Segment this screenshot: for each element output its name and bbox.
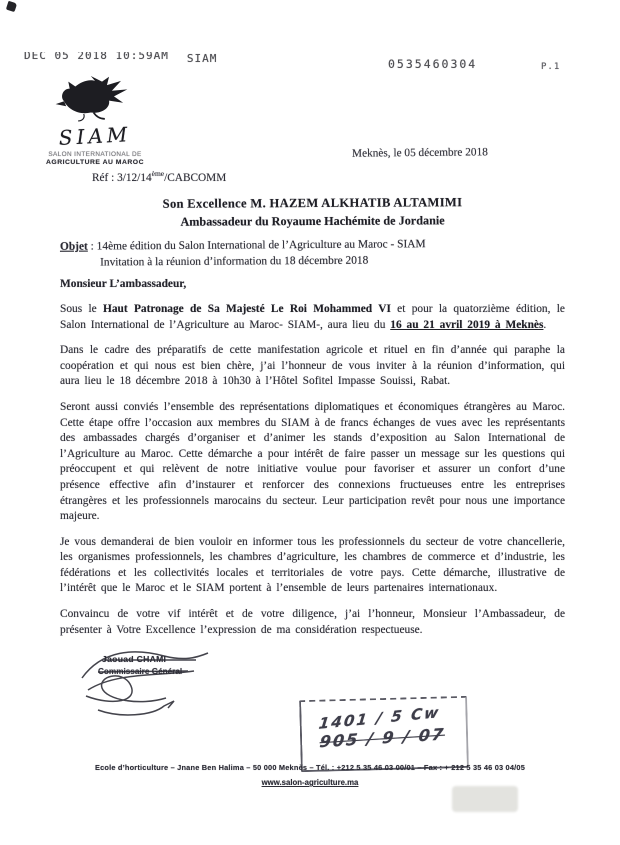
- stamp-line-1: 1401 / 5 Cw: [317, 703, 442, 733]
- subject-line-1: Objet : 14ème édition du Salon International de l’Agriculture au Maroc - SIAM: [59, 238, 426, 253]
- logo-tagline-2: AGRICULTURE AU MAROC: [46, 159, 144, 166]
- reference-line: Réf : 3/12/14ème/CABCOMM: [92, 169, 227, 184]
- body-paragraph-2: Dans le cadre des préparatifs de cette manifestation agricole et rituel en fin d’année qui paraphe la coopération et qui nous est bien chère, j’ai l’honneur de vous inviter à la réunion d’information, qui aura lieu le 18 décembre 2018 à 10h30 à l’Hôtel Sofitel Impasse Souissi, Rabat.: [60, 344, 565, 388]
- salutation: Monsieur L’ambassadeur,: [60, 278, 187, 291]
- letter-body: [60, 196, 565, 732]
- dateline: Meknès, le 05 décembre 2018: [351, 146, 488, 160]
- fax-page-indicator: P.1: [541, 62, 561, 72]
- fax-header: [24, 52, 217, 65]
- received-stamp: [299, 696, 469, 772]
- fax-timestamp: DEC 05 2018 10:59AM: [24, 52, 169, 62]
- bird-icon: [52, 76, 138, 128]
- signer-name: Jaouad CHAMI: [102, 654, 167, 665]
- fax-number: 0535460304: [388, 57, 478, 71]
- siam-logo: [30, 76, 160, 166]
- scan-artifact: [6, 1, 17, 12]
- signer-title: Commissaire Général: [98, 667, 183, 677]
- footer-address: Ecole d’horticulture – Jnane Ben Halima – 50 000 Meknès – Tél. : +212 5 35 46 03 00/01 – Fax : + 212 5 35 46 03 04/05: [94, 763, 526, 772]
- signature-scrawl-icon: [68, 638, 228, 724]
- recipient-name: Son Excellence M. HAZEM ALKHATIB ALTAMIMI: [162, 195, 463, 211]
- body-paragraph-1: Sous le Haut Patronage de Sa Majesté Le Roi Mohammed VI et pour la quatorzième édition, le Salon International de l’Agriculture au Maroc- SIAM-, aura lieu du 16 au 21 avril 2019 à Meknès.: [60, 302, 565, 331]
- letter-footer: [0, 763, 620, 790]
- recipient-block: [60, 195, 565, 231]
- logo-tagline-1: SALON INTERNATIONAL DE: [48, 151, 142, 158]
- body-paragraph-3: Seront aussi conviés l’ensemble des représentations diplomatiques et économiques étrangères au Maroc. Cette étape offre l’occasion aux membres du SIAM à de francs échanges de vues avec les représentants des ambassades chargés d’organiser et d’animer les stands d’exposition au Salon International de l’Agriculture au Maroc. Cette démarche a pour intérêt de faire passer un message sur les questions qui préoccupent et qui relèvent de notre initiative voulue pour favoriser et assurer un confort d’une présence effective afin d’instaurer et renforcer des connexions fructueuses entre les entreprises étrangères et les professionnels marocains du secteur. Leur participation revêt pour nous une importance majeure.: [60, 400, 565, 523]
- logo-acronym: SIAM: [58, 122, 132, 150]
- subject-label: Objet: [59, 240, 88, 253]
- footer-website: www.salon-agriculture.ma: [261, 778, 359, 787]
- fax-station: SIAM: [186, 52, 218, 65]
- body-paragraph-4: Je vous demanderai de bien vouloir en informer tous les professionnels du secteur de votre chancellerie, les organismes professionnels, les chambres d’agriculture, les chambres de commerce et d’industrie, les fédérations et les collectivités locales et territoriales de votre pays. Cette démarche, illustrative de l’intérêt que le Maroc et le SIAM portent à l’ensemble de leurs partenaires internationaux.: [60, 535, 565, 595]
- body-paragraph-5: Convaincu de votre vif intérêt et de votre diligence, j’ai l’honneur, Monsieur l’Ambassadeur, de présenter à Votre Excellence l’expression de ma considération respectueuse.: [60, 608, 565, 636]
- subject-block: [60, 236, 565, 271]
- subject-line-2: Invitation à la réunion d’information du 18 décembre 2018: [100, 254, 369, 269]
- recipient-title: Ambassadeur du Royaume Hachémite de Jordanie: [180, 212, 445, 229]
- stamp-line-2: 905 / 9 / 07: [318, 724, 447, 752]
